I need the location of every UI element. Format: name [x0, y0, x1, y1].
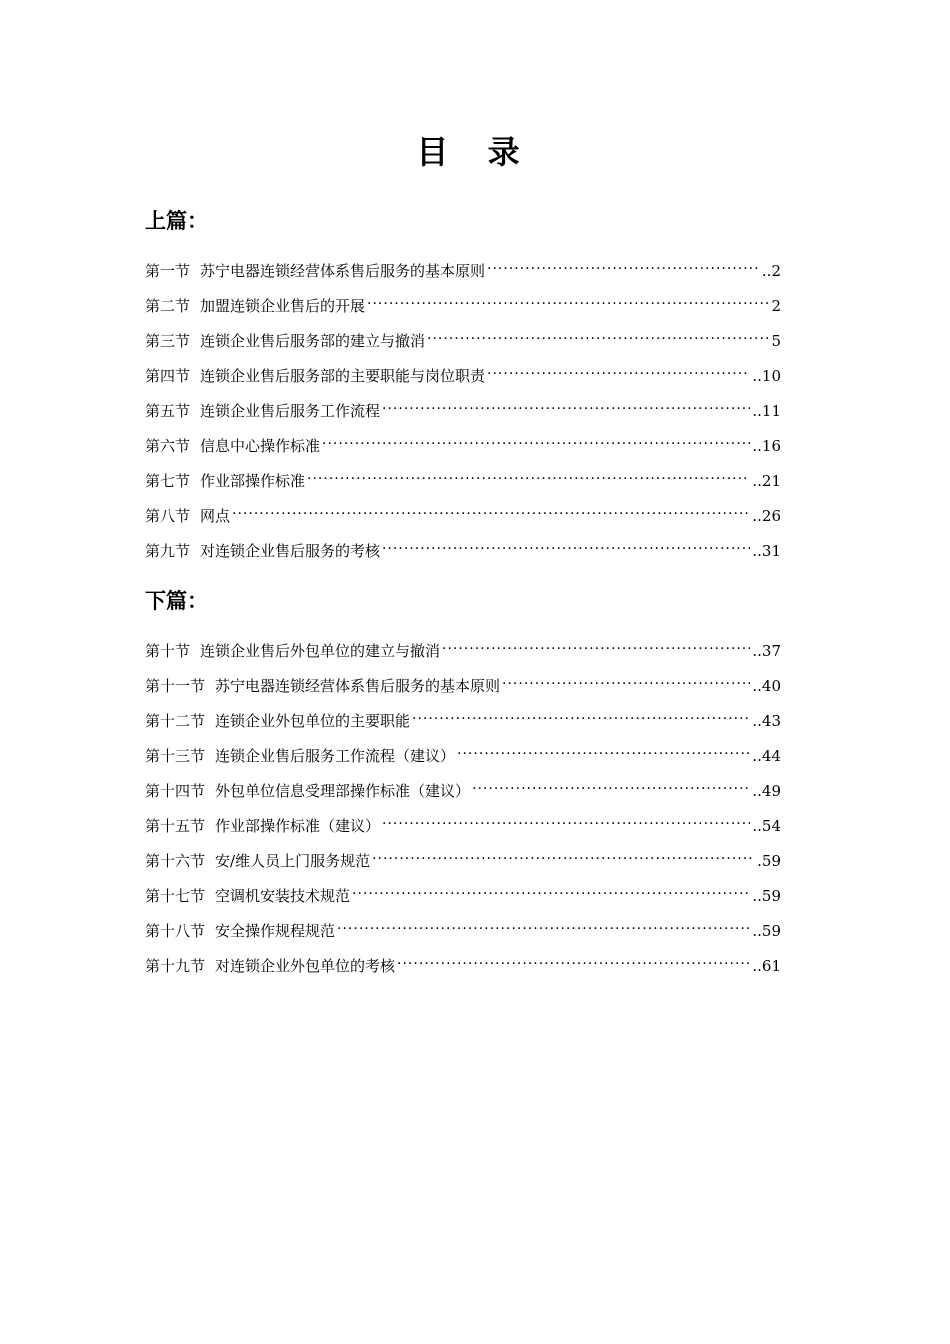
- toc-entry-title: 连锁企业售后服务工作流程（建议）: [215, 747, 456, 765]
- toc-entry-number: 第十八节: [145, 922, 206, 940]
- toc-entry[interactable]: [145, 878, 781, 913]
- dot-leader: [322, 437, 750, 455]
- dot-leader: [232, 507, 750, 525]
- toc-entry-title: 连锁企业售后外包单位的建立与撤消: [200, 642, 441, 660]
- toc-entry-number: 第十六节: [145, 852, 206, 870]
- toc-list-lower: [145, 633, 781, 983]
- dot-leader: [382, 817, 750, 835]
- toc-entry[interactable]: [145, 393, 781, 428]
- toc-entry-page: ..2: [761, 261, 781, 280]
- toc-entry-page: 5: [771, 331, 781, 350]
- toc-entry[interactable]: [145, 738, 781, 773]
- toc-list-upper: [145, 253, 781, 568]
- dot-leader: [457, 747, 750, 765]
- toc-entry-title: 安/维人员上门服务规范: [215, 852, 371, 870]
- toc-entry-title: 连锁企业售后服务工作流程: [200, 402, 381, 420]
- toc-entry-title: 连锁企业售后服务部的建立与撤消: [200, 332, 426, 350]
- toc-entry[interactable]: [145, 428, 781, 463]
- toc-entry-title: 安全操作规程规范: [215, 922, 336, 940]
- toc-entry-number: 第七节: [145, 472, 191, 490]
- toc-entry-number: 第九节: [145, 542, 191, 560]
- toc-entry-page: ..49: [752, 781, 781, 800]
- toc-entry-number: 第八节: [145, 507, 191, 525]
- toc-entry[interactable]: [145, 843, 781, 878]
- toc-entry-page: ..16: [752, 436, 781, 455]
- toc-entry-page: ..26: [752, 506, 781, 525]
- toc-entry[interactable]: [145, 288, 781, 323]
- toc-entry[interactable]: [145, 773, 781, 808]
- toc-entry-number: 第十五节: [145, 817, 206, 835]
- toc-entry-number: 第二节: [145, 297, 191, 315]
- part-heading-upper: 上篇：: [145, 209, 208, 233]
- toc-entry-page: ..59: [752, 886, 781, 905]
- toc-entry-number: 第一节: [145, 262, 191, 280]
- toc-entry[interactable]: [145, 703, 781, 738]
- dot-leader: [487, 367, 750, 385]
- toc-entry-page: ..11: [752, 401, 781, 420]
- toc-entry-title: 对连锁企业售后服务的考核: [200, 542, 381, 560]
- toc-entry-number: 第十三节: [145, 747, 206, 765]
- toc-entry-title: 外包单位信息受理部操作标准（建议）: [215, 782, 471, 800]
- toc-entry-page: ..40: [752, 676, 781, 695]
- toc-entry-title: 作业部操作标准: [200, 472, 306, 490]
- toc-entry-title: 苏宁电器连锁经营体系售后服务的基本原则: [200, 262, 486, 280]
- toc-entry-page: ..59: [752, 921, 781, 940]
- dot-leader: [427, 332, 769, 350]
- dot-leader: [382, 542, 750, 560]
- dot-leader: [487, 262, 760, 280]
- toc-entry-page: .59: [757, 851, 781, 870]
- toc-entry-page: ..37: [752, 641, 781, 660]
- dot-leader: [372, 852, 755, 870]
- toc-entry-number: 第十一节: [145, 677, 206, 695]
- dot-leader: [502, 677, 750, 695]
- dot-leader: [472, 782, 750, 800]
- toc-entry-number: 第六节: [145, 437, 191, 455]
- dot-leader: [382, 402, 750, 420]
- toc-entry-page: ..54: [752, 816, 781, 835]
- toc-entry[interactable]: [145, 808, 781, 843]
- dot-leader: [412, 712, 750, 730]
- part-heading-lower: 下篇：: [145, 589, 208, 613]
- toc-entry[interactable]: [145, 323, 781, 358]
- toc-entry-number: 第三节: [145, 332, 191, 350]
- toc-entry[interactable]: [145, 358, 781, 393]
- toc-entry-number: 第五节: [145, 402, 191, 420]
- toc-entry-number: 第十二节: [145, 712, 206, 730]
- toc-entry-page: 2: [771, 296, 781, 315]
- toc-entry-title: 对连锁企业外包单位的考核: [215, 957, 396, 975]
- toc-entry-title: 加盟连锁企业售后的开展: [200, 297, 366, 315]
- toc-entry-page: ..44: [752, 746, 781, 765]
- toc-entry[interactable]: [145, 633, 781, 668]
- dot-leader: [337, 922, 750, 940]
- dot-leader: [307, 472, 750, 490]
- dot-leader: [352, 887, 750, 905]
- toc-entry[interactable]: [145, 533, 781, 568]
- toc-entry-title: 网点: [200, 507, 231, 525]
- toc-entry-page: ..31: [752, 541, 781, 560]
- toc-entry-number: 第十七节: [145, 887, 206, 905]
- toc-entry-title: 作业部操作标准（建议）: [215, 817, 381, 835]
- toc-entry[interactable]: [145, 913, 781, 948]
- toc-entry[interactable]: [145, 948, 781, 983]
- toc-entry-number: 第十九节: [145, 957, 206, 975]
- dot-leader: [442, 642, 750, 660]
- toc-entry-number: 第十节: [145, 642, 191, 660]
- toc-entry-title: 信息中心操作标准: [200, 437, 321, 455]
- toc-entry[interactable]: [145, 668, 781, 703]
- toc-entry-title: 连锁企业售后服务部的主要职能与岗位职责: [200, 367, 486, 385]
- toc-entry-page: ..43: [752, 711, 781, 730]
- dot-leader: [397, 957, 750, 975]
- dot-leader: [367, 297, 769, 315]
- toc-entry-number: 第四节: [145, 367, 191, 385]
- toc-entry-page: ..10: [752, 366, 781, 385]
- toc-entry-number: 第十四节: [145, 782, 206, 800]
- toc-entry-title: 连锁企业外包单位的主要职能: [215, 712, 411, 730]
- toc-entry[interactable]: [145, 253, 781, 288]
- toc-entry[interactable]: [145, 498, 781, 533]
- page-title: 目 录: [416, 133, 534, 171]
- toc-entry-page: ..21: [752, 471, 781, 490]
- toc-entry-page: ..61: [752, 956, 781, 975]
- toc-entry-title: 苏宁电器连锁经营体系售后服务的基本原则: [215, 677, 501, 695]
- toc-entry-title: 空调机安装技术规范: [215, 887, 351, 905]
- toc-entry[interactable]: [145, 463, 781, 498]
